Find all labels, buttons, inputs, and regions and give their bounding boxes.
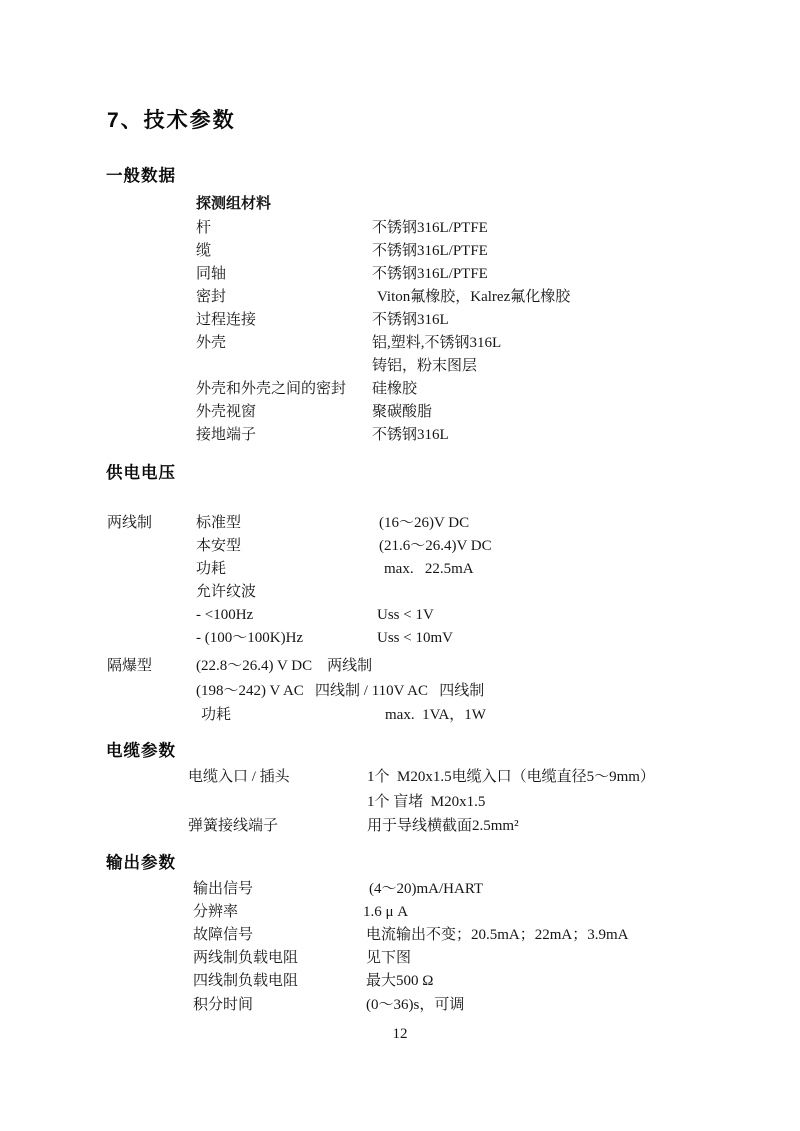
spec-label: 外壳视窗: [196, 404, 257, 420]
spec-label: 缆: [196, 243, 212, 259]
spec-value: 硅橡胶: [372, 381, 418, 397]
spec-label: - (100～100K)Hz: [196, 630, 304, 646]
spec-label: - <100Hz: [196, 607, 254, 623]
spec-value: max. 1VA，1W: [385, 707, 486, 723]
spec-value: (21.6～26.4)V DC: [379, 538, 492, 554]
spec-value: 1个 盲堵 M20x1.5: [367, 794, 486, 810]
section-heading-cable: 电缆参数: [106, 742, 176, 760]
spec-value: 不锈钢316L/PTFE: [372, 220, 488, 236]
spec-value: 铝,塑料,不锈钢316L: [372, 335, 502, 351]
spec-label: 输出信号: [193, 881, 254, 897]
spec-value: (198～242) V AC 四线制 / 110V AC 四线制: [196, 683, 485, 699]
spec-value: (16～26)V DC: [379, 515, 470, 531]
spec-label: 密封: [196, 289, 227, 305]
spec-label: 分辨率: [193, 904, 239, 920]
spec-value: 不锈钢316L: [372, 312, 449, 328]
spec-label: 故障信号: [193, 927, 254, 943]
spec-label: 本安型: [196, 538, 242, 554]
spec-value: 最大500 Ω: [366, 973, 434, 989]
group-label-two-wire: 两线制: [107, 515, 153, 531]
spec-value: 1.6 μ A: [363, 904, 409, 920]
section-heading-output: 输出参数: [106, 854, 176, 872]
spec-value: 见下图: [366, 950, 412, 966]
spec-value: 不锈钢316L/PTFE: [372, 266, 488, 282]
spec-label: 四线制负载电阻: [193, 973, 299, 989]
spec-value: max. 22.5mA: [384, 561, 474, 577]
spec-label: 积分时间: [193, 997, 254, 1013]
spec-value: (0～36)s，可调: [366, 997, 465, 1013]
page-title: 7、技术参数: [107, 109, 236, 132]
spec-label: 标准型: [196, 515, 242, 531]
spec-value: (4～20)mA/HART: [369, 881, 484, 897]
materials-subheading: 探测组材料: [196, 196, 272, 212]
spec-value: (22.8～26.4) V DC 两线制: [196, 658, 373, 674]
spec-label: 弹簧接线端子: [188, 818, 279, 834]
spec-label: 外壳和外壳之间的密封: [196, 381, 347, 397]
group-label-flameproof: 隔爆型: [107, 658, 153, 674]
section-heading-power: 供电电压: [106, 464, 176, 482]
spec-value: 铸铝，粉末图层: [372, 358, 478, 374]
page-number: 12: [392, 1026, 408, 1042]
spec-value: 不锈钢316L: [372, 427, 449, 443]
spec-value: 不锈钢316L/PTFE: [372, 243, 488, 259]
spec-value: Viton氟橡胶，Kalrez氟化橡胶: [377, 289, 571, 305]
spec-label: 过程连接: [196, 312, 257, 328]
spec-value: Uss < 1V: [377, 607, 434, 623]
spec-label: 功耗: [196, 561, 227, 577]
spec-label: 功耗: [201, 707, 232, 723]
spec-value: Uss < 10mV: [377, 630, 453, 646]
spec-label: 杆: [196, 220, 212, 236]
spec-label: 同轴: [196, 266, 227, 282]
spec-label: 电缆入口 / 插头: [188, 769, 290, 785]
spec-value: 聚碳酸脂: [372, 404, 433, 420]
spec-value: 用于导线横截面2.5mm²: [367, 818, 519, 834]
spec-value: 电流输出不变；20.5mA；22mA；3.9mA: [366, 927, 629, 943]
spec-label: 允许纹波: [196, 584, 257, 600]
spec-label: 两线制负载电阻: [193, 950, 299, 966]
spec-label: 外壳: [196, 335, 227, 351]
spec-label: 接地端子: [196, 427, 257, 443]
spec-value: 1个 M20x1.5电缆入口（电缆直径5～9mm）: [367, 769, 655, 785]
section-heading-general: 一般数据: [106, 167, 176, 185]
